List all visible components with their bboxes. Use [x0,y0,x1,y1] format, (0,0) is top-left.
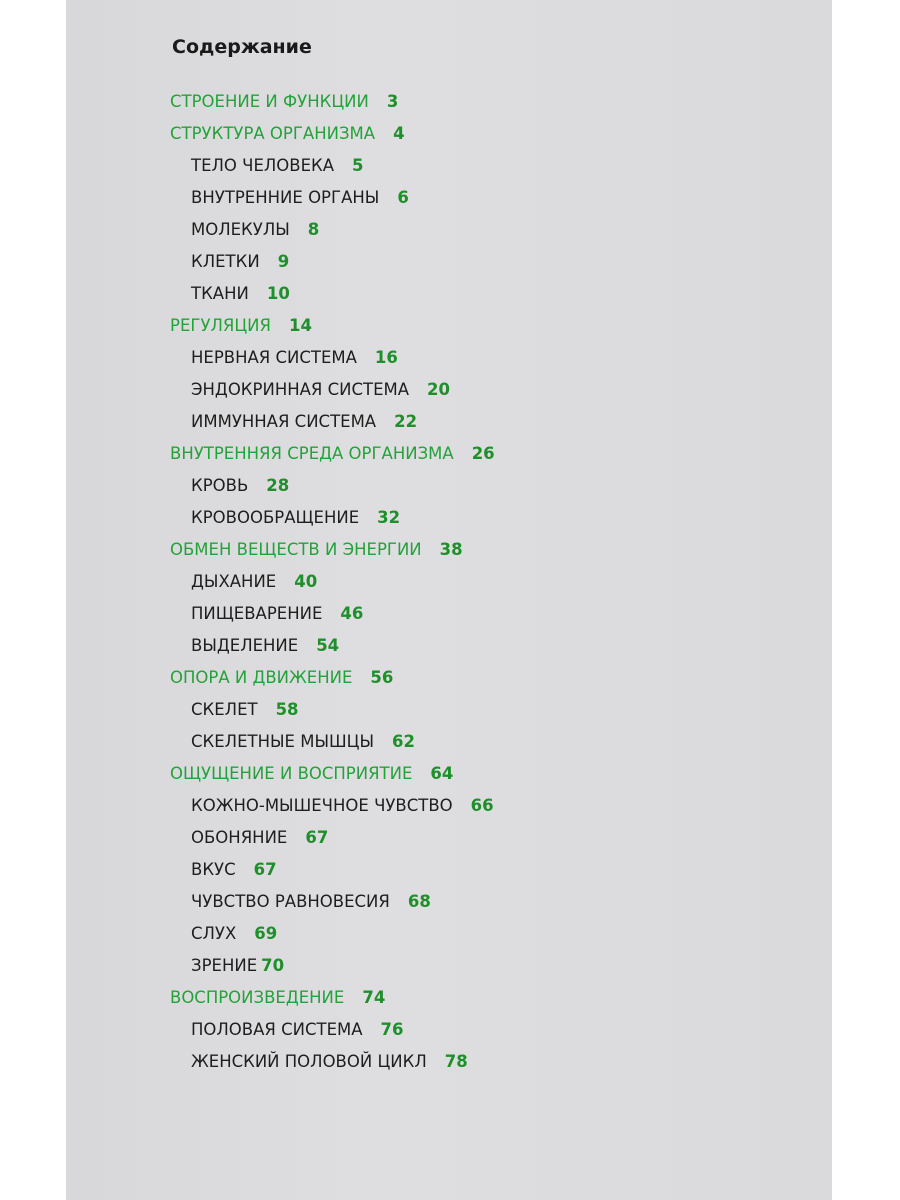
toc-page-number: 54 [316,636,340,655]
toc-entry-label: НЕРВНАЯ СИСТЕМА [191,348,357,367]
toc-page-number: 26 [471,444,495,463]
toc-subsection-entry [170,182,495,214]
toc-entry-label: СТРОЕНИЕ И ФУНКЦИИ [170,92,369,111]
toc-entry-label: ВКУС [191,860,236,879]
toc-entry-label: ИММУННАЯ СИСТЕМА [191,412,377,431]
toc-page-number: 20 [427,380,451,399]
toc-subsection-entry [170,1046,495,1078]
toc-entry-label: ЭНДОКРИННАЯ СИСТЕМА [191,380,410,399]
toc-subsection-entry [170,246,495,278]
toc-page-number: 14 [288,316,312,335]
toc-subsection-entry [170,374,495,406]
toc-page-number: 5 [352,156,364,175]
toc-page-number: 10 [266,284,290,303]
toc-entry-label: ПИЩЕВАРЕНИЕ [191,604,323,623]
toc-entry-label: СЛУХ [191,924,237,943]
toc-subsection-entry [170,150,495,182]
toc-entry-label: СКЕЛЕТ [191,700,258,719]
toc-subsection-entry [170,214,495,246]
toc-page-number: 64 [430,764,454,783]
toc-entry-label: ВНУТРЕННИЕ ОРГАНЫ [191,188,380,207]
toc-page-number: 74 [362,988,386,1007]
toc-subsection-entry [170,1014,495,1046]
toc-section-entry [170,310,495,342]
toc-entry-label: МОЛЕКУЛЫ [191,220,290,239]
toc-section-entry [170,662,495,694]
table-of-contents [170,86,495,1078]
toc-entry-label: КОЖНО-МЫШЕЧНОЕ ЧУВСТВО [191,796,453,815]
toc-page-number: 67 [305,828,329,847]
toc-entry-label: КЛЕТКИ [191,252,260,271]
toc-entry-label: РЕГУЛЯЦИЯ [170,316,271,335]
toc-entry-label: ОБОНЯНИЕ [191,828,288,847]
toc-section-entry [170,758,495,790]
toc-page-number: 62 [392,732,415,751]
toc-entry-label: СТРУКТУРА ОРГАНИЗМА [170,124,376,143]
toc-page-number: 69 [254,924,278,943]
toc-subsection-entry [170,854,495,886]
toc-page-number: 68 [407,892,431,911]
toc-page-number: 8 [307,220,320,239]
toc-page-number: 32 [377,508,401,527]
toc-page-number: 22 [394,412,418,431]
toc-page-number: 56 [370,668,394,687]
toc-section-entry [170,438,495,470]
toc-entry-label: ТЕЛО ЧЕЛОВЕКА [191,156,335,175]
toc-subsection-entry [170,790,495,822]
toc-page-number: 70 [261,956,285,975]
toc-subsection-entry [170,502,495,534]
toc-section-entry [170,982,495,1014]
toc-subsection-entry [170,822,495,854]
toc-subsection-entry [170,630,495,662]
toc-subsection-entry [170,598,495,630]
toc-page-number: 46 [340,604,364,623]
toc-entry-label: ОБМЕН ВЕЩЕСТВ И ЭНЕРГИИ [170,540,422,559]
toc-page-number: 40 [294,572,318,591]
toc-section-entry [170,86,495,118]
toc-entry-label: ВНУТРЕННЯЯ СРЕДА ОРГАНИЗМА [170,444,454,463]
toc-subsection-entry [170,950,495,982]
toc-section-entry [170,534,495,566]
toc-entry-label: ДЫХАНИЕ [191,572,277,591]
toc-subsection-entry [170,470,495,502]
toc-page-number: 58 [275,700,299,719]
toc-subsection-entry [170,406,495,438]
toc-page-number: 6 [397,188,409,207]
toc-page-number: 16 [374,348,398,367]
toc-page-number: 66 [470,796,494,815]
toc-entry-label: ПОЛОВАЯ СИСТЕМА [191,1020,363,1039]
toc-page-number: 3 [386,92,399,111]
toc-entry-label: ЧУВСТВО РАВНОВЕСИЯ [191,892,390,911]
toc-page-number: 67 [253,860,277,879]
toc-subsection-entry [170,278,495,310]
toc-entry-label: ЗРЕНИЕ [191,956,258,975]
toc-entry-label: ОПОРА И ДВИЖЕНИЕ [170,668,353,687]
toc-entry-label: ТКАНИ [191,284,249,303]
toc-section-entry [170,118,495,150]
toc-entry-label: КРОВООБРАЩЕНИЕ [191,508,360,527]
toc-page-number: 28 [266,476,290,495]
toc-page-number: 78 [444,1052,468,1071]
toc-subsection-entry [170,694,495,726]
toc-entry-label: ОЩУЩЕНИЕ И ВОСПРИЯТИЕ [170,764,413,783]
toc-entry-label: СКЕЛЕТНЫЕ МЫШЦЫ [191,732,375,751]
toc-subsection-entry [170,918,495,950]
toc-subsection-entry [170,886,495,918]
toc-page-number: 9 [277,252,290,271]
toc-entry-label: ВОСПРОИЗВЕДЕНИЕ [170,988,345,1007]
book-page [66,0,832,1200]
toc-subsection-entry [170,566,495,598]
toc-entry-label: ЖЕНСКИЙ ПОЛОВОЙ ЦИКЛ [191,1052,427,1071]
toc-page-number: 38 [439,540,463,559]
toc-page-number: 4 [393,124,405,143]
page-title: Содержание [172,36,312,58]
toc-entry-label: ВЫДЕЛЕНИЕ [191,636,299,655]
toc-subsection-entry [170,342,495,374]
toc-entry-label: КРОВЬ [191,476,249,495]
toc-subsection-entry [170,726,495,758]
toc-page-number: 76 [380,1020,404,1039]
